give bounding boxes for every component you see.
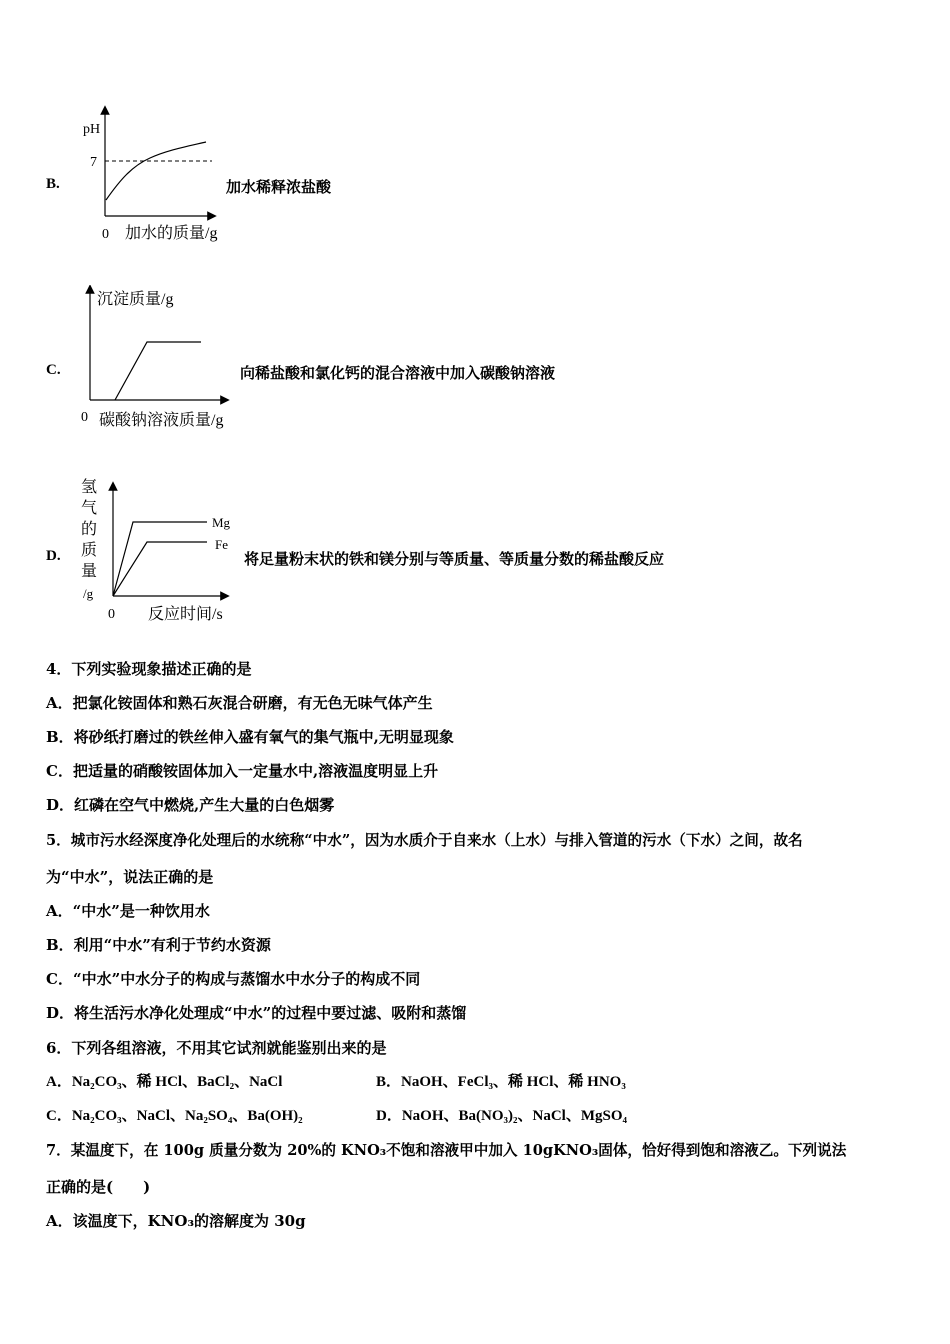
q6-stem: 6．下列各组溶液，不用其它试剂就能鉴别出来的是 [46,1039,387,1057]
y-label-char-2: 气 [81,500,98,517]
q5-option-b: B．利用“中水”有利于节约水资源 [46,936,271,954]
y-label-char-5: 量 [81,563,98,580]
fe-curve [113,542,207,596]
q7-stem-line2: 正确的是( ) [46,1178,151,1196]
x-axis-label: 碳酸钠溶液质量/g [99,412,224,429]
origin-label: 0 [108,607,115,622]
option-c-description: 向稀盐酸和氯化钙的混合溶液中加入碳酸钠溶液 [240,364,556,382]
q5-option-c: C．“中水”中水分子的构成与蒸馏水中水分子的构成不同 [46,970,421,988]
q5-stem-line1: 5．城市污水经深度净化处理后的水统称“中水”，因为水质介于自来水（上水）与排入管道的污水（下水）之间，故名 [46,832,803,849]
y-label-char-4: 质 [81,542,98,559]
option-b-description: 加水稀释浓盐酸 [226,178,332,196]
y-label-char-6: /g [83,586,94,601]
y-tick-7: 7 [90,155,97,170]
q6-option-a: A．Na₂CO₃、稀 HCl、BaCl₂、NaCl [46,1074,283,1090]
q5-option-a: A．“中水”是一种饮用水 [46,902,210,920]
q7-stem-line1: 7．某温度下，在 100g 质量分数为 20%的 KNO₃不饱和溶液甲中加入 10gKNO₃固体，恰好得到饱和溶液乙。下列说法 [46,1142,847,1159]
x-axis-label: 加水的质量/g [125,225,218,242]
option-d-description: 将足量粉末状的铁和镁分别与等质量、等质量分数的稀盐酸反应 [244,550,665,568]
option-d-graph [75,472,245,632]
precipitate-curve [115,342,201,400]
fe-label: Fe [215,537,228,552]
origin-label: 0 [102,227,109,242]
q6-option-b: B．NaOH、FeCl₃、稀 HCl、稀 HNO₃ [376,1074,626,1090]
y-axis-label: pH [83,122,101,137]
y-axis-label: 沉淀质量/g [97,291,174,308]
option-c-letter: C. [46,362,61,378]
option-d-letter: D. [46,548,61,564]
ph-curve [106,142,206,200]
q4-option-c: C．把适量的硝酸铵固体加入一定量水中,溶液温度明显上升 [46,762,439,780]
option-b-graph [70,100,230,250]
option-b-letter: B. [46,176,60,192]
q7-option-a: A．该温度下，KNO₃的溶解度为 30g [46,1212,306,1230]
option-c-graph [75,285,245,435]
q6-option-c: C．Na₂CO₃、NaCl、Na₂SO₄、Ba(OH)₂ [46,1108,303,1124]
x-axis-label: 反应时间/s [148,606,223,623]
q5-option-d: D．将生活污水净化处理成“中水”的过程中要过滤、吸附和蒸馏 [46,1004,467,1022]
mg-curve [113,522,207,596]
q5-stem-line2: 为“中水”，说法正确的是 [46,868,214,886]
y-label-char-1: 氢 [81,479,98,496]
q4-stem: 4．下列实验现象描述正确的是 [46,660,252,678]
y-label-char-3: 的 [81,521,98,538]
q4-option-d: D．红磷在空气中燃烧,产生大量的白色烟雾 [46,796,335,814]
origin-label: 0 [81,410,88,425]
q4-option-b: B．将砂纸打磨过的铁丝伸入盛有氧气的集气瓶中,无明显现象 [46,728,454,746]
q6-option-d: D．NaOH、Ba(NO₃)₂、NaCl、MgSO₄ [376,1108,627,1124]
q4-option-a: A．把氯化铵固体和熟石灰混合研磨，有无色无味气体产生 [46,694,433,712]
mg-label: Mg [212,515,231,530]
